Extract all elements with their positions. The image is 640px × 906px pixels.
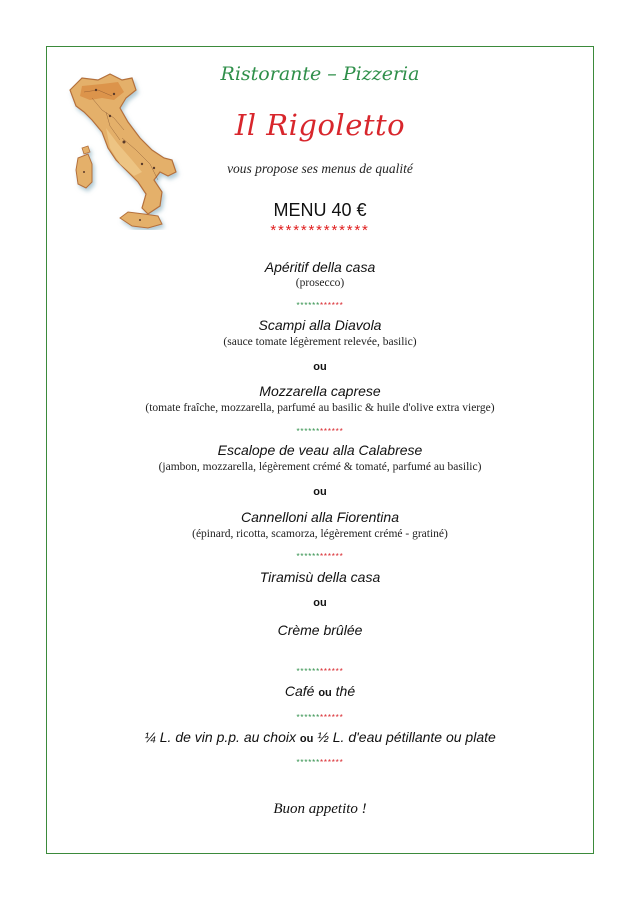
dish-mozzarella: Mozzarella caprese — [259, 383, 381, 399]
dish-scampi: Scampi alla Diavola — [258, 317, 382, 333]
closing-text: Buon appetito ! — [273, 801, 367, 817]
menu-title: MENU 40 € — [273, 200, 367, 220]
drink-the: thé — [335, 683, 356, 699]
dessert-tiramisu: Tiramisù della casa — [259, 569, 381, 585]
or-connector: ou — [313, 361, 327, 373]
dish-aperitif-desc: (prosecco) — [295, 277, 345, 289]
separator — [0, 758, 640, 767]
separator-green: ****** — [296, 552, 320, 561]
separator — [0, 713, 640, 722]
title-stars: ************* — [270, 222, 370, 239]
or-connector: ou — [318, 687, 332, 699]
dish-cannelloni-desc: (épinard, ricotta, scamorza, légèrement crémé - gratiné) — [192, 528, 448, 540]
tagline: vous propose ses menus de qualité — [227, 161, 413, 176]
separator-red: ****** — [320, 301, 344, 310]
separator — [0, 552, 640, 561]
separator-red: ****** — [320, 667, 344, 676]
separator-green: ****** — [296, 301, 320, 310]
separator-red: ****** — [320, 758, 344, 767]
water-choice: ½ L. d'eau pétillante ou plate — [317, 729, 496, 745]
separator-red: ****** — [320, 713, 344, 722]
dish-mozzarella-desc: (tomate fraîche, mozzarella, parfumé au basilic & huile d'olive extra vierge) — [145, 402, 495, 414]
dish-escalope: Escalope de veau alla Calabrese — [217, 442, 423, 458]
wine-line — [0, 729, 640, 745]
separator-green: ****** — [296, 427, 320, 436]
drink-cafe: Café — [284, 683, 315, 699]
restaurant-name: Il Rigoletto — [234, 108, 406, 142]
dish-aperitif: Apéritif della casa — [264, 259, 376, 275]
separator-green: ****** — [296, 713, 320, 722]
separator — [0, 427, 640, 436]
separator-red: ****** — [320, 427, 344, 436]
dessert-creme-brulee: Crème brûlée — [277, 622, 363, 638]
or-connector: ou — [313, 486, 327, 498]
drink-line — [0, 683, 640, 699]
or-connector: ou — [299, 733, 314, 745]
separator — [0, 667, 640, 676]
or-connector: ou — [313, 597, 327, 609]
dish-scampi-desc: (sauce tomate légèrement relevée, basilic) — [223, 336, 417, 348]
restaurant-subtitle: Ristorante – Pizzeria — [220, 63, 420, 85]
separator — [0, 301, 640, 310]
dish-cannelloni: Cannelloni alla Fiorentina — [241, 509, 399, 525]
separator-green: ****** — [296, 758, 320, 767]
separator-green: ****** — [296, 667, 320, 676]
separator-red: ****** — [320, 552, 344, 561]
wine-choice: ¼ L. de vin p.p. au choix — [144, 729, 296, 745]
dish-escalope-desc: (jambon, mozzarella, légèrement crémé & tomaté, parfumé au basilic) — [158, 461, 482, 473]
